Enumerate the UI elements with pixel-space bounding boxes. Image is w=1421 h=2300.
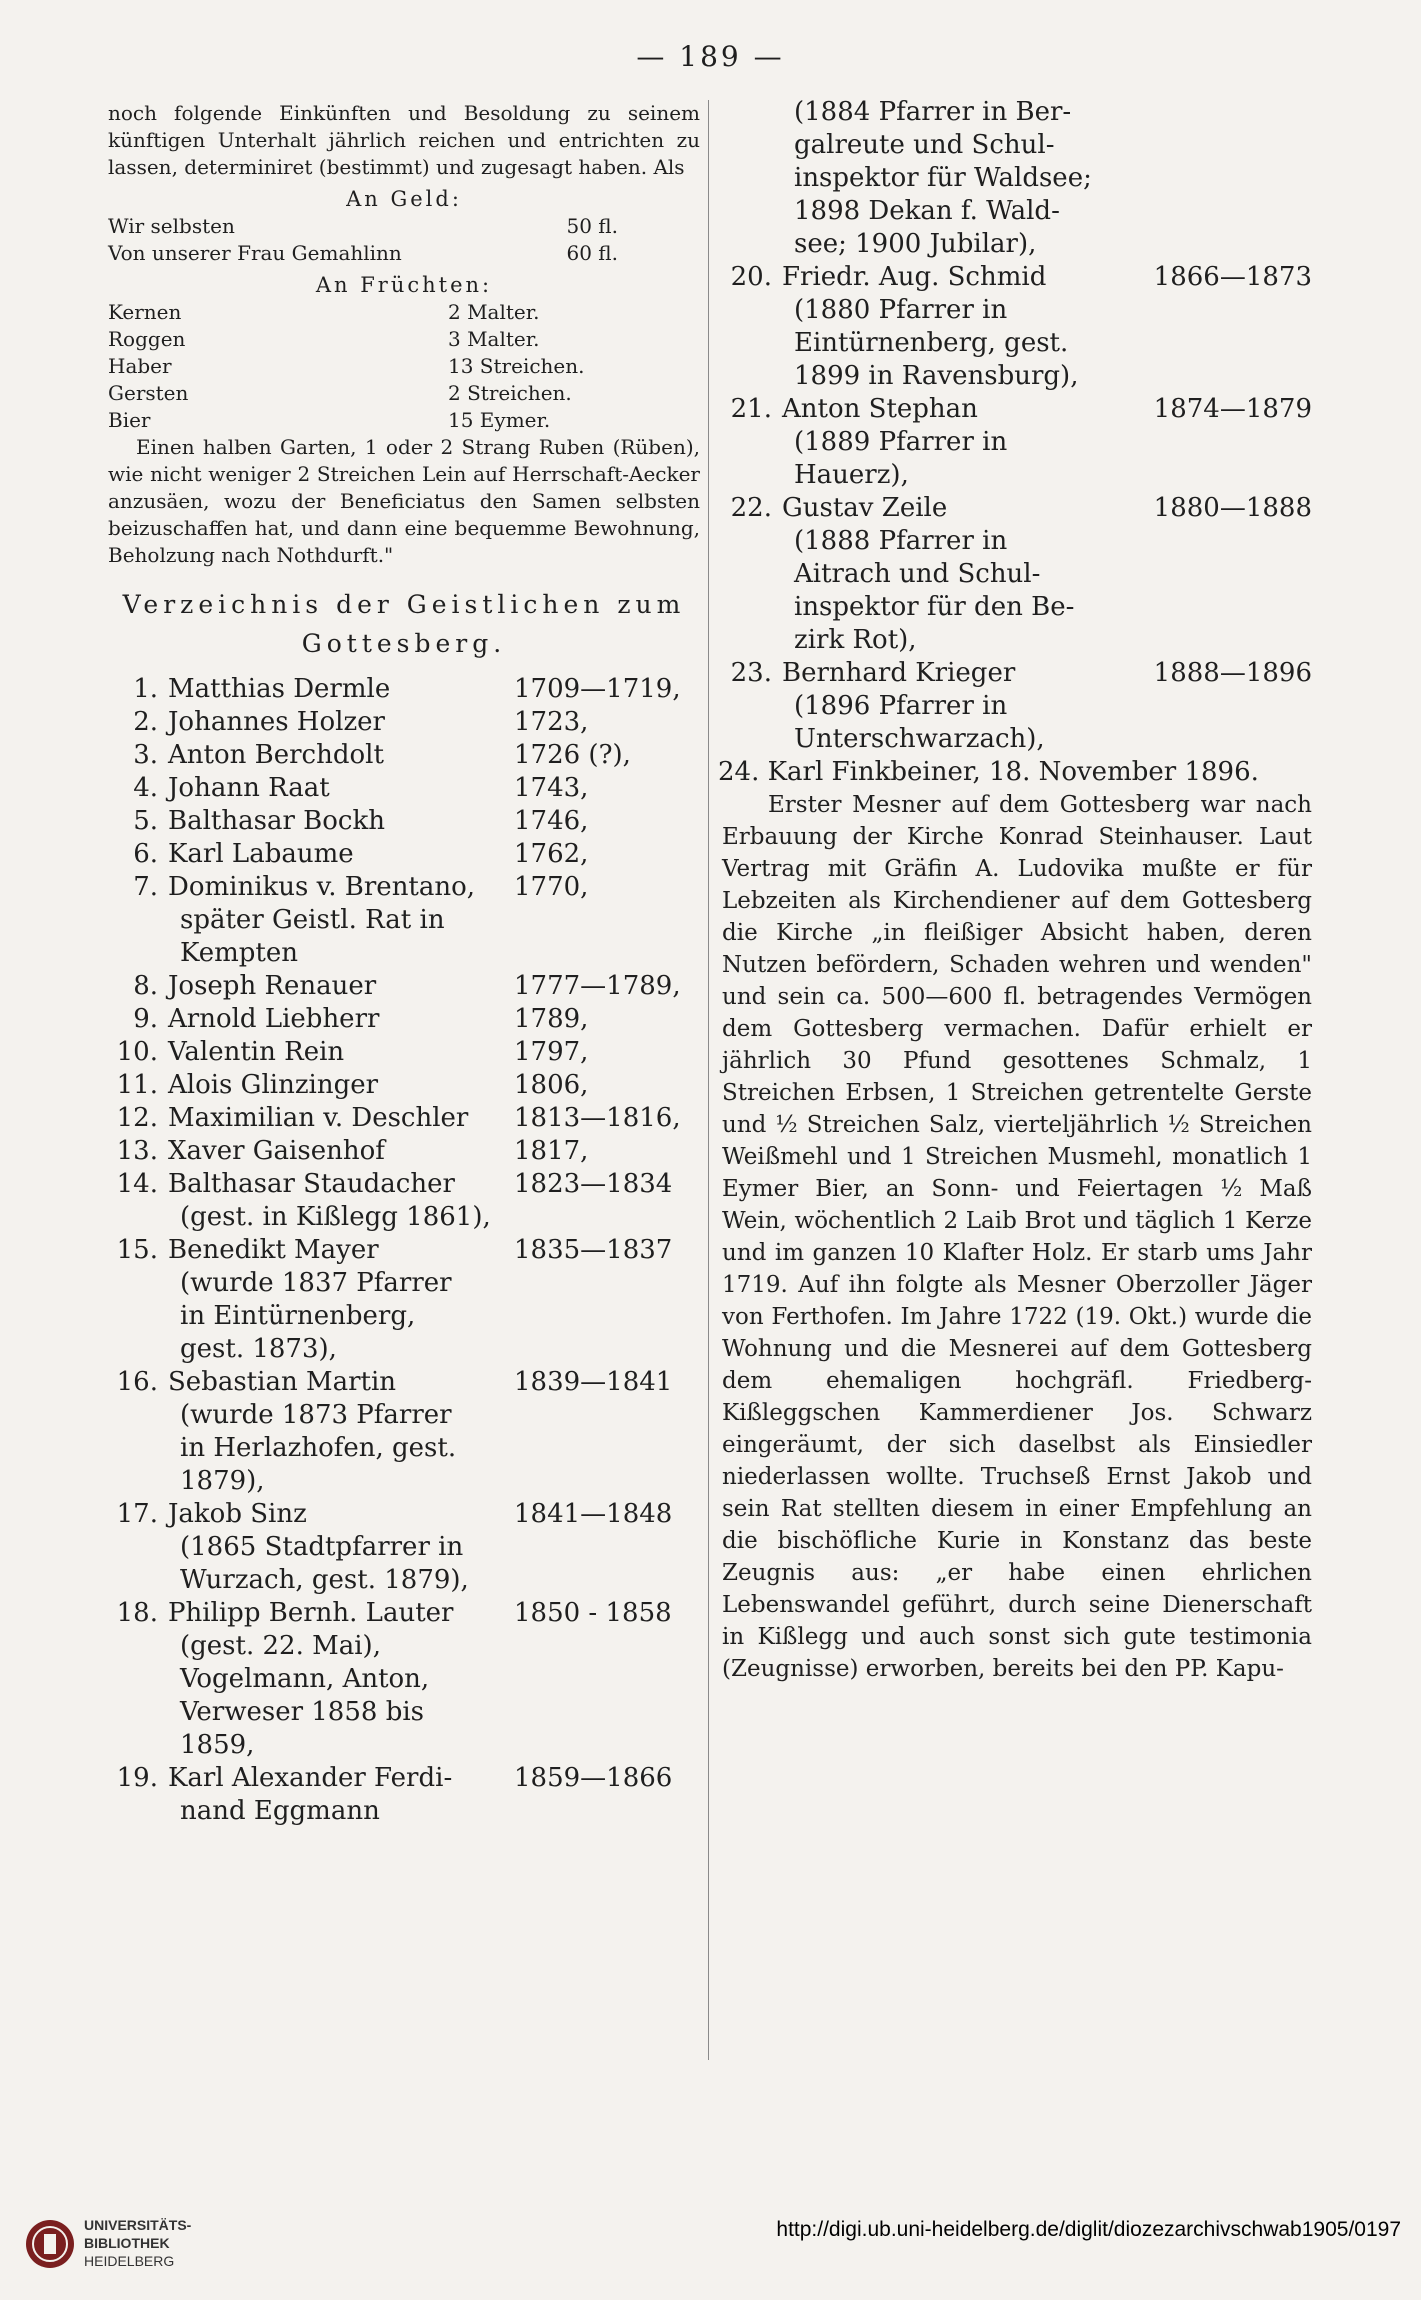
clergy-detail-line: (1880 Pfarrer in [794, 295, 1008, 325]
clergy-name [168, 1135, 514, 1168]
clergy-number: 1. [133, 674, 158, 704]
clergy-number: 2. [133, 707, 158, 737]
clergy-number: 13. [116, 1136, 158, 1166]
clergy-name [168, 1234, 514, 1366]
money-row [108, 240, 700, 267]
clergy-entry [108, 805, 700, 838]
clergy-detail-line: zirk Rot), [794, 625, 917, 655]
clergy-name-line: Valentin Rein [168, 1037, 345, 1067]
clergy-name-line: Jakob Sinz [168, 1499, 307, 1529]
clergy-name [168, 838, 514, 871]
clergy-name-line: Dominikus v. Brentano, [168, 872, 476, 902]
clergy-name [782, 657, 1124, 756]
clergy-name [168, 1102, 514, 1135]
clergy-years: 1841—1848 [514, 1499, 673, 1529]
clergy-list-left [108, 673, 700, 1828]
clergy-name-line: Philipp Bernh. Lauter [168, 1598, 454, 1628]
intro-text: noch folgende Einkünften und Besoldung zu seinem künftigen Unterhalt jährlich reichen und entrichten zu lassen, determiniret (bestimmt) und zugesagt haben. Als [108, 101, 700, 179]
clergy-entry [108, 1168, 700, 1234]
clergy-number: 8. [133, 971, 158, 1001]
clergy-detail-line: 1879), [180, 1466, 265, 1496]
clergy-entry [108, 1234, 700, 1366]
fruit-amount: 3 Malter. [448, 327, 540, 351]
clergy-entry [108, 1597, 700, 1762]
clergy-number: 20. [730, 262, 772, 292]
clergy-name [168, 1003, 514, 1036]
clergy-name-line: Arnold Liebherr [168, 1004, 380, 1034]
clergy-name [168, 1762, 514, 1828]
clergy-name [168, 1036, 514, 1069]
clergy-name-line: Balthasar Bockh [168, 806, 385, 836]
clergy-detail-line: (wurde 1837 Pfarrer [180, 1268, 452, 1298]
money-label: Wir selbsten [108, 214, 235, 238]
clergy-detail-line: in Herlazhofen, gest. [180, 1433, 457, 1463]
clergy-number: 21. [730, 394, 772, 424]
column-divider [708, 100, 709, 2060]
fruit-label: Roggen [108, 327, 186, 351]
clergy-number: 12. [116, 1103, 158, 1133]
clergy-list-right [722, 261, 1312, 756]
page-number: — 189 — [636, 40, 785, 73]
clergy-name-line: Karl Labaume [168, 839, 354, 869]
clergy-name [168, 673, 514, 706]
clergy-entry [722, 261, 1312, 393]
clergy-detail-line: (gest. 22. Mai), [180, 1631, 381, 1661]
clergy-name-line: Johannes Holzer [168, 707, 385, 737]
clergy-years: 1709—1719, [514, 674, 681, 704]
clergy-number: 7. [133, 872, 158, 902]
clergy-number: 9. [133, 1004, 158, 1034]
clergy-name [168, 772, 514, 805]
clergy-years: 1770, [514, 872, 589, 902]
clergy-name-line: Xaver Gaisenhof [168, 1136, 385, 1166]
clergy-name [168, 1366, 514, 1498]
clergy-detail-line: Unterschwarzach), [794, 724, 1045, 754]
clergy-name-line: Balthasar Staudacher [168, 1169, 455, 1199]
clergy-list-heading: Verzeichnis der Geistlichen zum Gottesberg. [122, 590, 686, 658]
fruit-amount: 13 Streichen. [448, 354, 585, 378]
fruit-amount: 15 Eymer. [448, 408, 551, 432]
clergy-number: 16. [116, 1367, 158, 1397]
fruit-row [108, 407, 700, 434]
clergy-name-line: Anton Berchdolt [168, 740, 384, 770]
clergy-detail-line: nand Eggmann [180, 1796, 380, 1826]
clergy-name [782, 393, 1124, 492]
clergy-entry [108, 838, 700, 871]
clergy-detail-line: später Geistl. Rat in [180, 905, 445, 935]
clergy-number: 19. [116, 1763, 158, 1793]
clergy-years: 1823—1834 [514, 1169, 673, 1199]
clergy-name [168, 1168, 514, 1234]
continuation-line: galreute und Schul- [794, 130, 1055, 160]
clergy-entry [108, 772, 700, 805]
clergy-entry [108, 1366, 700, 1498]
clergy-number: 17. [116, 1499, 158, 1529]
fruit-row [108, 380, 700, 407]
fruit-label: Haber [108, 354, 172, 378]
clergy-name-line: Friedr. Aug. Schmid [782, 262, 1047, 292]
clergy-years: 1726 (?), [514, 740, 631, 770]
clergy-detail-line: Hauerz), [794, 460, 909, 490]
clergy-detail-line: Verweser 1858 bis [180, 1697, 425, 1727]
clergy-entry [108, 706, 700, 739]
clergy-name [168, 871, 514, 970]
clergy-name-line: Maximilian v. Deschler [168, 1103, 469, 1133]
fruit-amount: 2 Malter. [448, 300, 540, 324]
clergy-entry [108, 1498, 700, 1597]
clergy-name-line: Johann Raat [168, 773, 330, 803]
clergy-detail-line: 1859, [180, 1730, 255, 1760]
clergy-entry [722, 657, 1312, 756]
money-label: Von unserer Frau Gemahlinn [108, 241, 402, 265]
clergy-number: 6. [133, 839, 158, 869]
library-line-2: BIBLIOTHEK [84, 2235, 170, 2251]
money-amount: 50 fl. [566, 214, 618, 238]
money-amount: 60 fl. [566, 241, 618, 265]
clergy-entry [108, 1069, 700, 1102]
mesner-text: Erster Mesner auf dem Gottesberg war nach Erbauung der Kirche Konrad Steinhauser. Laut Vertrag mit Gräfin A. Ludovika mußte er für Lebzeiten als Kirchendiener auf dem Gottesberg die Kirche „in fleißiger Absicht haben, deren Nutzen befördern, Schaden wehren und wenden" und sein ca. 500—600 fl. betragendes Vermögen dem Gottesberg vermachen. Dafür erhielt er jährlich 30 Pfund gesottenes Schmalz, 1 Streichen Erbsen, 1 Streichen getrentelte Gerste und ½ Streichen Salz, vierteljährlich ½ Streichen Weißmehl und 1 Streichen Musmehl, monatlich 1 Eymer Bier, an Sonn- und Feiertagen ½ Maß Wein, wöchentlich 2 Laib Brot und täglich 1 Kerze und im ganzen 10 Klafter Holz. Er starb ums Jahr 1719. Auf ihn folgte als Mesner Oberzoller Jäger von Ferthofen. Im Jahre 1722 (19. Okt.) wurde die Wohnung und die Mesnerei auf dem Gottesberg dem ehemaligen hochgräfl. Friedberg-Kißleggschen Kammerdiener Jos. Schwarz eingeräumt, der sich daselbst als Einsiedler niederlassen wollte. Truchseß Ernst Jakob und sein Rat stellten diesem in einer Empfehlung an die bischöfliche Kurie in Konstanz das beste Zeugnis aus: „er habe einen ehrlichen Lebenswandel geführt, durch seine Dienerschaft in Kißlegg und auch sonst sich gute testimonia (Zeugnisse) erworben, bereits bei den PP. Kapu- [722, 792, 1312, 1682]
clergy-entry [108, 1036, 700, 1069]
clergy-number: 11. [116, 1070, 158, 1100]
money-heading: An Geld: [346, 187, 462, 211]
clergy-number: 4. [133, 773, 158, 803]
left-column [108, 100, 700, 1828]
clergy-years: 1866—1873 [1153, 262, 1312, 292]
clergy-years: 1777—1789, [514, 971, 681, 1001]
clergy-years: 1762, [514, 839, 589, 869]
continuation-line: 1898 Dekan f. Wald- [794, 196, 1060, 226]
clergy-name-line: Matthias Dermle [168, 674, 391, 704]
clergy-entry [722, 393, 1312, 492]
clergy-detail-line: 1899 in Ravensburg), [794, 361, 1079, 391]
clergy-years: 1880—1888 [1153, 493, 1312, 523]
clergy-entry [108, 970, 700, 1003]
intro-paragraph [108, 100, 700, 181]
source-url-link[interactable]: http://digi.ub.uni-heidelberg.de/diglit/diozezarchivschwab1905/0197 [776, 2218, 1401, 2241]
fruit-row [108, 326, 700, 353]
clergy-number: 23. [730, 658, 772, 688]
clergy-years: 1743, [514, 773, 589, 803]
clergy-name [168, 1069, 514, 1102]
clergy-years: 1789, [514, 1004, 589, 1034]
library-line-3: HEIDELBERG [84, 2253, 175, 2269]
clergy-name [782, 492, 1124, 657]
clergy-name-line: Sebastian Martin [168, 1367, 397, 1397]
clergy-number: 3. [133, 740, 158, 770]
money-list [108, 213, 700, 267]
clergy-years: 1797, [514, 1037, 589, 1067]
clergy-name [782, 261, 1124, 393]
library-name [84, 2216, 191, 2270]
clergy-19-continuation [722, 96, 1312, 261]
clergy-years: 1723, [514, 707, 589, 737]
fruit-amount: 2 Streichen. [448, 381, 572, 405]
clergy-detail-line: in Eintürnenberg, [180, 1301, 416, 1331]
clergy-years: 1813—1816, [514, 1103, 681, 1133]
mesner-paragraph [722, 789, 1312, 1685]
clergy-name-line: Alois Glinzinger [168, 1070, 379, 1100]
fruit-heading: An Früchten: [315, 273, 493, 297]
clergy-name [168, 805, 514, 838]
footer [0, 2200, 1421, 2300]
clergy-name-line: Gustav Zeile [782, 493, 948, 523]
clergy-name-line: Joseph Renauer [168, 971, 377, 1001]
clergy-detail-line: (wurde 1873 Pfarrer [180, 1400, 452, 1430]
clergy-name [168, 706, 514, 739]
clergy-entry-24 [718, 756, 1312, 789]
continuation-line: see; 1900 Jubilar), [794, 229, 1037, 259]
fruit-row [108, 299, 700, 326]
clergy-detail-line: Kempten [180, 938, 298, 968]
money-row [108, 213, 700, 240]
clergy-entry [108, 1762, 700, 1828]
clergy-detail-line: Wurzach, gest. 1879), [180, 1565, 469, 1595]
clergy-name [168, 1597, 514, 1762]
clergy-number: 18. [116, 1598, 158, 1628]
fruit-label: Kernen [108, 300, 182, 324]
clergy-years: 1859—1866 [514, 1763, 673, 1793]
clergy-years: 1874—1879 [1153, 394, 1312, 424]
clergy-detail-line: (1889 Pfarrer in [794, 427, 1008, 457]
clergy-number: 22. [730, 493, 772, 523]
clergy-detail-line: (1896 Pfarrer in [794, 691, 1008, 721]
clergy-entry [722, 492, 1312, 657]
clergy-detail-line: Eintürnenberg, gest. [794, 328, 1069, 358]
clergy-name-line: Karl Alexander Ferdi- [168, 1763, 453, 1793]
clergy-name [168, 739, 514, 772]
clergy-entry [108, 673, 700, 706]
clergy-entry [108, 871, 700, 970]
fruit-label: Gersten [108, 381, 189, 405]
clergy-years: 1817, [514, 1136, 589, 1166]
clergy-number: 5. [133, 806, 158, 836]
right-column [718, 96, 1312, 1685]
clergy-entry [108, 739, 700, 772]
clergy-detail-line: (1888 Pfarrer in [794, 526, 1008, 556]
continuation-line: (1884 Pfarrer in Ber- [794, 97, 1072, 127]
entry-24-text: 24. Karl Finkbeiner, 18. November 1896. [718, 757, 1259, 787]
clergy-detail-line: Aitrach und Schul- [794, 559, 1041, 589]
clergy-name-line: Bernhard Krieger [782, 658, 1016, 688]
clergy-years: 1850 - 1858 [514, 1598, 672, 1628]
clergy-name [168, 1498, 514, 1597]
library-line-1: UNIVERSITÄTS- [84, 2217, 192, 2233]
clergy-years: 1746, [514, 806, 589, 836]
clergy-entry [108, 1003, 700, 1036]
clergy-number: 15. [116, 1235, 158, 1265]
clergy-detail-line: Vogelmann, Anton, [180, 1664, 430, 1694]
clergy-detail-line: gest. 1873), [180, 1334, 337, 1364]
university-seal-icon [24, 2218, 76, 2270]
clergy-detail-line: (1865 Stadtpfarrer in [180, 1532, 464, 1562]
clergy-detail-line: inspektor für den Be- [794, 592, 1075, 622]
clergy-entry [108, 1102, 700, 1135]
clergy-years: 1806, [514, 1070, 589, 1100]
continuation-line: inspektor für Waldsee; [794, 163, 1092, 193]
clergy-number: 14. [116, 1169, 158, 1199]
closing-text: Einen halben Garten, 1 oder 2 Strang Ruben (Rüben), wie nicht weniger 2 Streichen Lein auf Herrschaft-Aecker anzusäen, wozu der Beneficiatus den Samen selbsten beizuschaffen hat, und dann eine bequemme Bewohnung, Beholzung nach Nothdurft." [108, 435, 700, 567]
fruit-label: Bier [108, 408, 151, 432]
clergy-years: 1835—1837 [514, 1235, 673, 1265]
clergy-years: 1839—1841 [514, 1367, 673, 1397]
clergy-name-line: Anton Stephan [782, 394, 978, 424]
clergy-years: 1888—1896 [1153, 658, 1312, 688]
clergy-entry [108, 1135, 700, 1168]
fruit-list [108, 299, 700, 434]
clergy-name [168, 970, 514, 1003]
clergy-name-line: Benedikt Mayer [168, 1235, 379, 1265]
closing-paragraph [108, 434, 700, 569]
clergy-number: 10. [116, 1037, 158, 1067]
clergy-detail-line: (gest. in Kißlegg 1861), [180, 1202, 491, 1232]
fruit-row [108, 353, 700, 380]
